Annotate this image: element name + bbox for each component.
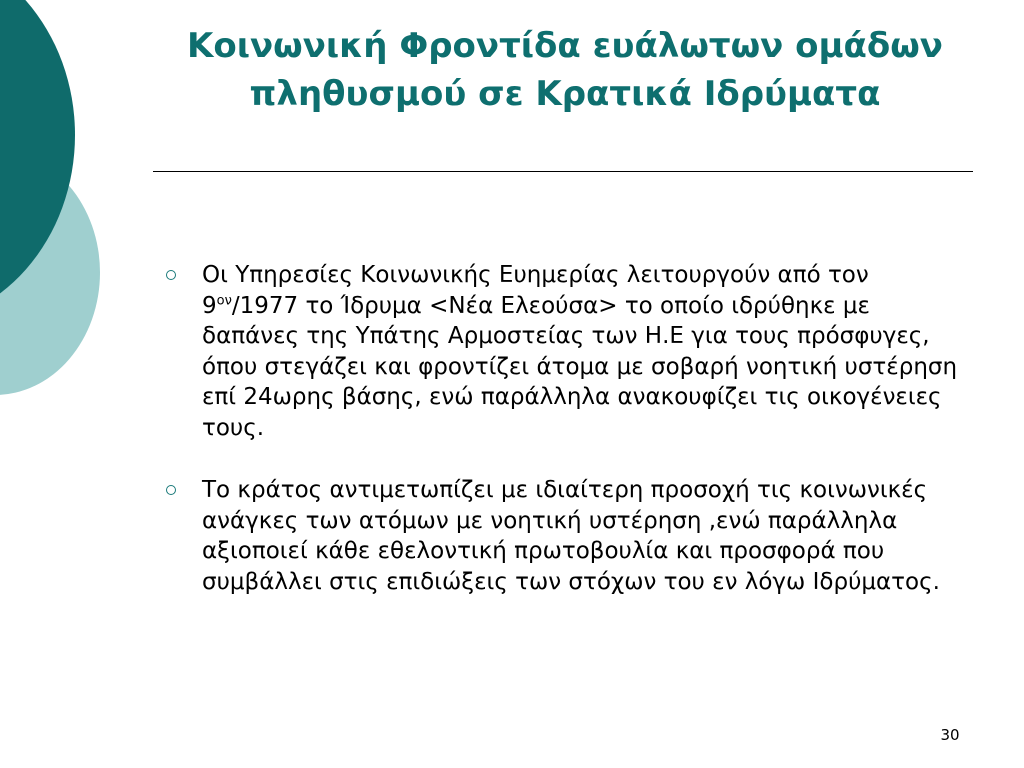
title-divider: [153, 171, 973, 172]
page-number: 30: [940, 726, 960, 744]
bullet-2-text: Το κράτος αντιμετωπίζει με ιδιαίτερη προσοχή τις κοινωνικές ανάγκες των ατόμων με νοητική υστέρηση ,ενώ παράλληλα αξιοποιεί κάθε εθελοντική πρωτοβουλία και προσφορά που συμβάλλει στις επιδιώξεις των στόχων του εν λόγω Ιδρύματος.: [202, 477, 940, 595]
hollow-circle-bullet-icon: [166, 485, 176, 495]
slide-title-line-1: Κοινωνική Φροντίδα ευάλωτων ομάδων: [187, 26, 943, 66]
bullet-1-text-start: Οι Υπηρεσίες Κοινωνικής Ευημερίας λειτουργούν από τον 9: [202, 262, 869, 319]
bullet-item-2: [160, 475, 970, 597]
bullet-1-text-end: /1977 το Ίδρυμα <Νέα Ελεούσα> το οποίο ιδρύθηκε με δαπάνες της Υπάτης Αρμοστείας των Η.Ε για τους πρόσφυγες, όπου στεγάζει και φροντίζει άτομα με σοβαρή νοητική υστέρηση επί 24ωρης βάσης, ενώ παράλληλα ανακουφίζει τις οικογένειες τους.: [202, 292, 958, 441]
slide-title: [150, 22, 980, 118]
bullet-1-superscript: ον: [216, 292, 232, 308]
bullet-item-1: [160, 260, 970, 443]
slide-title-line-2: πληθυσμού σε Κρατικά Ιδρύματα: [249, 74, 881, 114]
bullet-list: [160, 260, 970, 629]
hollow-circle-bullet-icon: [166, 270, 176, 280]
